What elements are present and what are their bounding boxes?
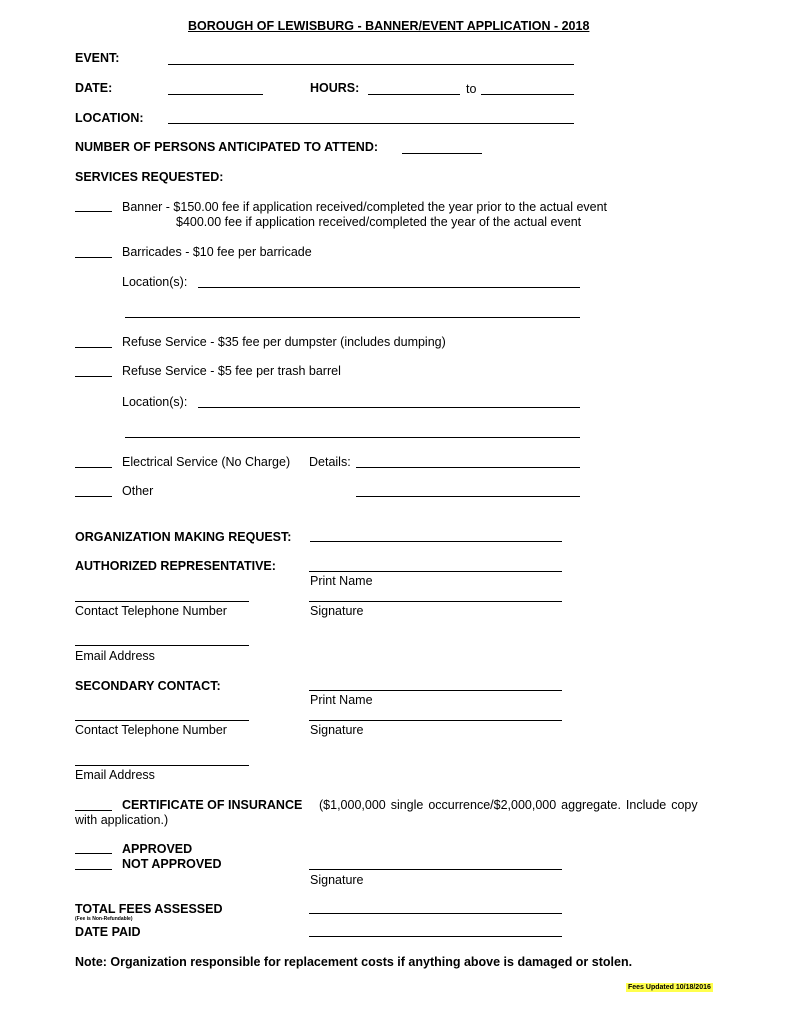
refuse-locations-field-1[interactable]	[198, 407, 580, 408]
barricade-locations-field-2[interactable]	[125, 317, 580, 318]
page-title: BOROUGH OF LEWISBURG - BANNER/EVENT APPLICATION - 2018	[188, 19, 590, 33]
other-checkbox[interactable]	[75, 496, 112, 497]
fees-updated-badge: Fees Updated 10/18/2016	[628, 984, 711, 991]
approval-signature-field[interactable]	[309, 869, 562, 870]
auth-rep-phone-field[interactable]	[75, 601, 249, 602]
secondary-phone-label: Contact Telephone Number	[75, 723, 227, 737]
org-request-label: ORGANIZATION MAKING REQUEST:	[75, 530, 292, 544]
not-approved-label: NOT APPROVED	[122, 857, 222, 871]
hours-label: HOURS:	[310, 81, 360, 95]
auth-rep-print-name-field[interactable]	[309, 571, 562, 572]
refuse-dumpster-text: Refuse Service - $35 fee per dumpster (includes dumping)	[122, 335, 446, 349]
not-approved-checkbox[interactable]	[75, 869, 112, 870]
fees-nonrefundable-note: (Fee is Non-Refundable)	[75, 916, 133, 922]
barricades-checkbox[interactable]	[75, 257, 112, 258]
banner-checkbox[interactable]	[75, 211, 112, 212]
persons-field[interactable]	[402, 153, 482, 154]
secondary-print-name-field[interactable]	[309, 690, 562, 691]
electrical-details-field[interactable]	[356, 467, 580, 468]
date-paid-label: DATE PAID	[75, 925, 141, 939]
event-label: EVENT:	[75, 51, 120, 65]
secondary-signature-label: Signature	[310, 723, 364, 737]
hours-start-field[interactable]	[368, 94, 460, 95]
date-paid-field[interactable]	[309, 936, 562, 937]
banner-text-line2: $400.00 fee if application received/completed the year of the actual event	[176, 215, 582, 229]
auth-rep-email-label: Email Address	[75, 649, 155, 663]
electrical-checkbox[interactable]	[75, 467, 112, 468]
details-label: Details:	[309, 455, 351, 469]
barricade-locations-label: Location(s):	[122, 275, 188, 289]
date-field[interactable]	[168, 94, 263, 95]
services-heading: SERVICES REQUESTED:	[75, 170, 224, 184]
approval-signature-label: Signature	[310, 873, 364, 887]
auth-rep-label: AUTHORIZED REPRESENTATIVE:	[75, 559, 276, 573]
other-text: Other	[122, 484, 154, 498]
insurance-label: CERTIFICATE OF INSURANCE	[122, 798, 303, 812]
date-label: DATE:	[75, 81, 113, 95]
secondary-phone-field[interactable]	[75, 720, 249, 721]
refuse-barrel-text: Refuse Service - $5 fee per trash barrel	[122, 364, 341, 378]
persons-label: NUMBER OF PERSONS ANTICIPATED TO ATTEND:	[75, 140, 379, 154]
hours-to-label: to	[466, 82, 477, 96]
total-fees-label: TOTAL FEES ASSESSED	[75, 902, 223, 916]
total-fees-field[interactable]	[309, 913, 562, 914]
banner-text-line1: Banner - $150.00 fee if application received/completed the year prior to the actual event	[122, 200, 608, 214]
auth-rep-phone-label: Contact Telephone Number	[75, 604, 227, 618]
secondary-print-name-label: Print Name	[310, 693, 373, 707]
secondary-contact-label: SECONDARY CONTACT:	[75, 679, 221, 693]
approved-checkbox[interactable]	[75, 853, 112, 854]
insurance-text-line1: ($1,000,000 single occurrence/$2,000,000 aggregate. Include copy	[319, 798, 698, 812]
barricades-text: Barricades - $10 fee per barricade	[122, 245, 312, 259]
secondary-signature-field[interactable]	[309, 720, 562, 721]
event-field[interactable]	[168, 64, 574, 65]
secondary-email-field[interactable]	[75, 765, 249, 766]
auth-rep-email-field[interactable]	[75, 645, 249, 646]
insurance-text-line2: with application.)	[75, 813, 169, 827]
org-request-field[interactable]	[310, 541, 562, 542]
refuse-locations-field-2[interactable]	[125, 437, 580, 438]
auth-rep-signature-label: Signature	[310, 604, 364, 618]
location-label: LOCATION:	[75, 111, 144, 125]
secondary-email-label: Email Address	[75, 768, 155, 782]
refuse-dumpster-checkbox[interactable]	[75, 347, 112, 348]
hours-end-field[interactable]	[481, 94, 574, 95]
auth-rep-print-name-label: Print Name	[310, 574, 373, 588]
electrical-text: Electrical Service (No Charge)	[122, 455, 291, 469]
other-details-field[interactable]	[356, 496, 580, 497]
note-text: Note: Organization responsible for replacement costs if anything above is damaged or stolen.	[75, 955, 633, 969]
location-field[interactable]	[168, 123, 574, 124]
auth-rep-signature-field[interactable]	[309, 601, 562, 602]
refuse-barrel-checkbox[interactable]	[75, 376, 112, 377]
insurance-checkbox[interactable]	[75, 810, 112, 811]
barricade-locations-field-1[interactable]	[198, 287, 580, 288]
refuse-locations-label: Location(s):	[122, 395, 188, 409]
approved-label: APPROVED	[122, 842, 193, 856]
